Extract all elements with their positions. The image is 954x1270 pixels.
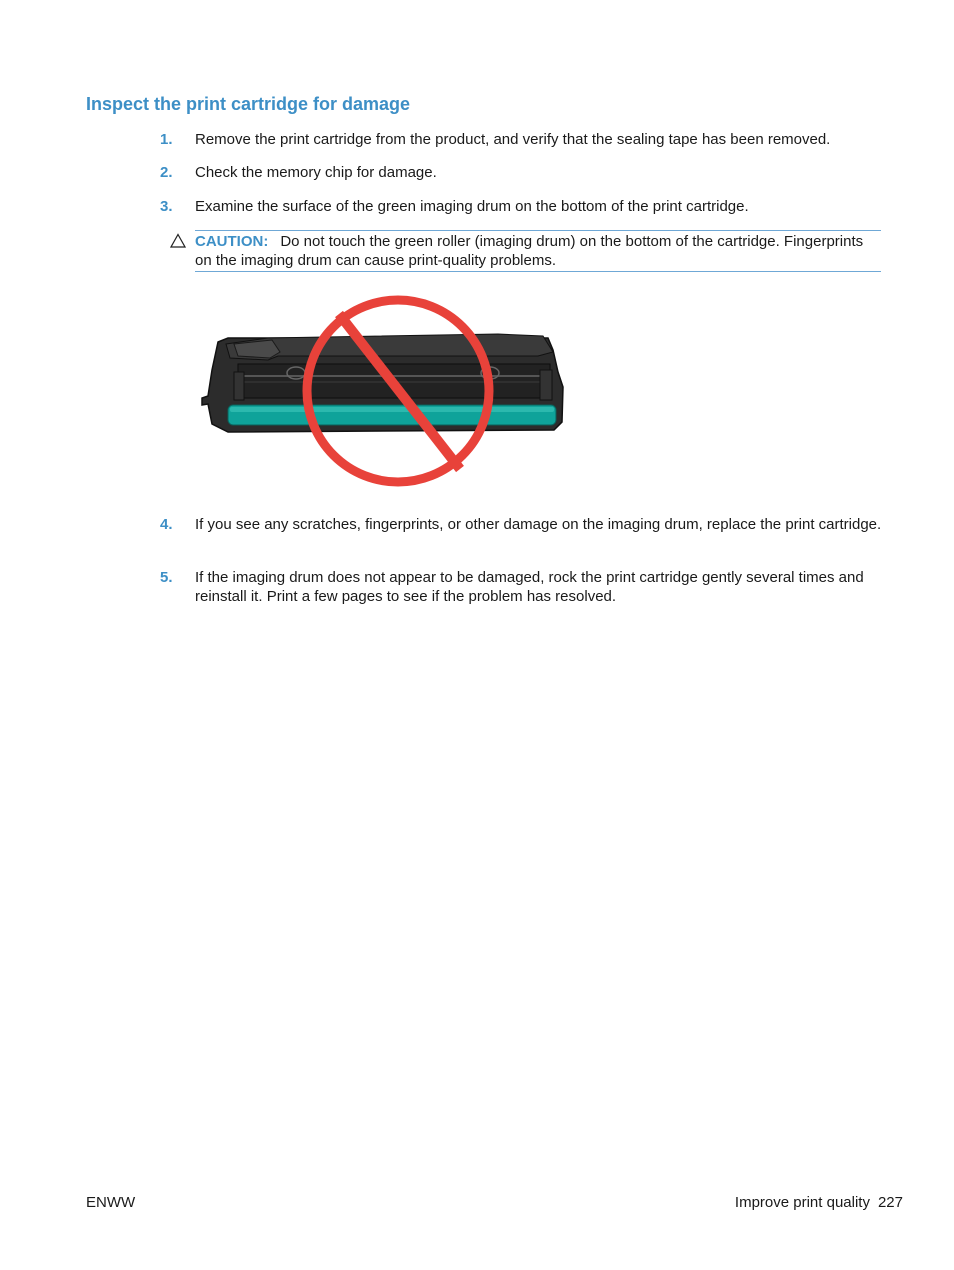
footer-section-title: Improve print quality — [734, 1194, 870, 1211]
section-heading: Inspect the print cartridge for damage — [86, 94, 411, 114]
step-text: If you see any scratches, fingerprints, or other damage on the imaging drum, replace the print cartridge. — [195, 516, 882, 533]
page-number: 227 — [877, 1194, 903, 1211]
step-number: 2. — [160, 164, 173, 181]
cartridge-illustration — [198, 292, 568, 497]
caution-box — [195, 230, 881, 272]
step-text: If the imaging drum does not appear to be damaged, rock the print cartridge gently several times and reinstall it. Print a few pages to see if the problem has resolved. — [195, 569, 864, 605]
step-number: 4. — [160, 516, 173, 533]
step-text: Examine the surface of the green imaging drum on the bottom of the print cartridge. — [195, 198, 749, 215]
caution-label: CAUTION: — [195, 233, 269, 250]
step-text: Remove the print cartridge from the product, and verify that the sealing tape has been removed. — [195, 131, 831, 148]
step-text: Check the memory chip for damage. — [195, 164, 437, 181]
step-number: 3. — [160, 198, 173, 215]
caution-text: Do not touch the green roller (imaging drum) on the bottom of the cartridge. Fingerprints on the imaging drum can cause print-quality problems. — [195, 233, 864, 269]
footer-left-label: ENWW — [86, 1194, 136, 1211]
footer-right — [735, 1194, 903, 1211]
warning-triangle-icon — [170, 233, 186, 253]
step-number: 5. — [160, 569, 173, 586]
step-number: 1. — [160, 131, 173, 148]
